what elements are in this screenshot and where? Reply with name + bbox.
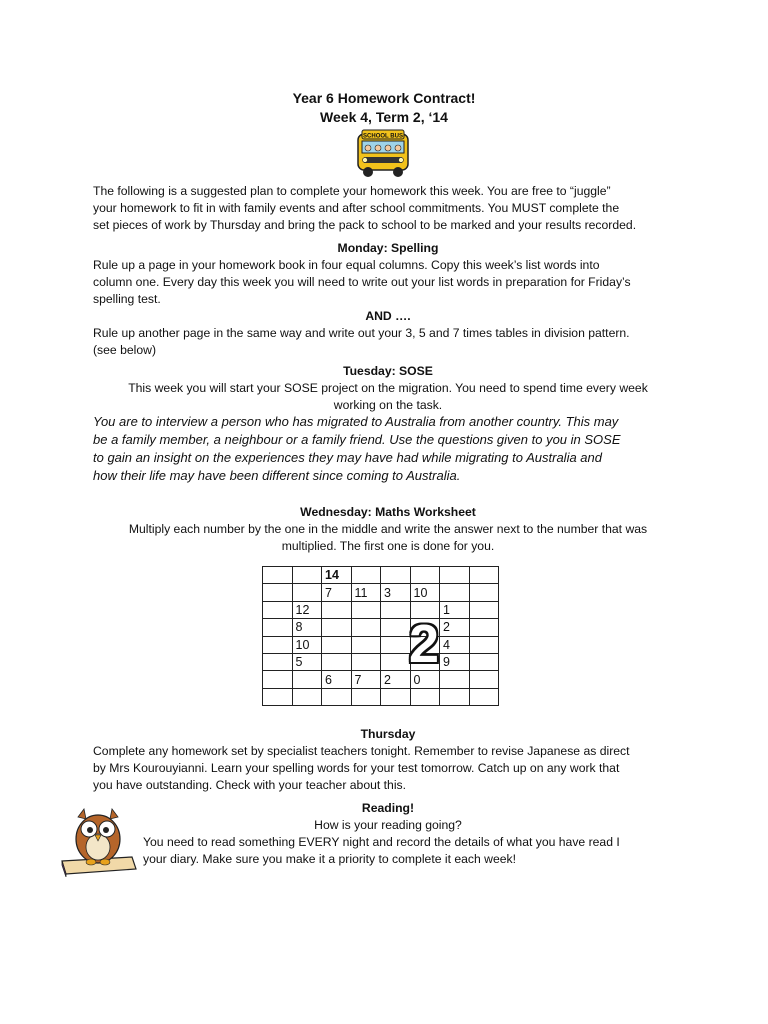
middle-number: 2 (409, 614, 440, 674)
wednesday-heading: Wednesday: Maths Worksheet (300, 505, 476, 519)
grid-row (263, 653, 499, 670)
grid-row (263, 567, 499, 584)
tuesday-heading: Tuesday: SOSE (343, 364, 433, 378)
grid-row (263, 671, 499, 688)
grid-cell: 11 (351, 584, 381, 601)
tuesday-line: working on the task. (333, 398, 443, 412)
monday-line: spelling test. (93, 292, 161, 306)
reading-line: You need to read something EVERY night and record the details of what you have read I (143, 835, 620, 849)
grid-cell: 8 (292, 619, 322, 636)
thursday-line: by Mrs Kourouyianni. Learn your spelling words for your test tomorrow. Catch up on any work that (93, 761, 620, 775)
grid-cell (469, 584, 499, 601)
grid-cell: 1 (440, 601, 470, 618)
grid-cell (381, 619, 411, 636)
grid-cell (322, 653, 352, 670)
grid-cell (469, 671, 499, 688)
grid-cell (292, 584, 322, 601)
grid-cell (410, 688, 440, 705)
wednesday-line: Multiply each number by the one in the middle and write the answer next to the number that was (128, 522, 648, 536)
grid-cell (263, 584, 293, 601)
thursday-line: you have outstanding. Check with your teacher about this. (93, 778, 407, 792)
owl-reading-icon (58, 807, 140, 877)
grid-row (263, 688, 499, 705)
grid-cell (263, 671, 293, 688)
monday-line: (see below) (93, 343, 156, 357)
grid-cell (381, 688, 411, 705)
grid-row (263, 619, 499, 636)
grid-cell: 6 (322, 671, 352, 688)
grid-cell (351, 601, 381, 618)
grid-cell (381, 601, 411, 618)
thursday-paragraph (93, 743, 683, 794)
grid-cell: 14 (322, 567, 352, 584)
grid-cell (322, 636, 352, 653)
grid-cell: 10 (292, 636, 322, 653)
grid-cell: 12 (292, 601, 322, 618)
grid-cell (263, 688, 293, 705)
monday-line: Rule up another page in the same way and write out your 3, 5 and 7 times tables in division pattern. (93, 326, 630, 340)
tuesday-italic-line: You are to interview a person who has migrated to Australia from another country. This may (93, 414, 619, 429)
tuesday-italic-line: to gain an insight on the experiences they may have had while migrating to Australia and (93, 450, 602, 465)
grid-cell (263, 636, 293, 653)
grid-cell: 5 (292, 653, 322, 670)
monday-heading: Monday: Spelling (337, 241, 439, 255)
grid-cell: 3 (381, 584, 411, 601)
reading-paragraph (143, 834, 703, 868)
grid-row (263, 636, 499, 653)
grid-cell (351, 619, 381, 636)
grid-cell (322, 619, 352, 636)
school-bus-icon (354, 128, 412, 180)
grid-cell (292, 671, 322, 688)
grid-cell: 10 (410, 584, 440, 601)
grid-cell: 7 (322, 584, 352, 601)
grid-cell (292, 688, 322, 705)
grid-cell: 0 (410, 671, 440, 688)
grid-cell (292, 567, 322, 584)
intro-line: your homework to fit in with family events and after school commitments. You MUST complete the (93, 201, 620, 215)
grid-cell (381, 567, 411, 584)
grid-cell (351, 688, 381, 705)
tuesday-paragraph (93, 380, 683, 414)
grid-cell (322, 601, 352, 618)
grid-cell (469, 653, 499, 670)
grid-cell (410, 567, 440, 584)
reading-line: your diary. Make sure you make it a priority to complete it each week! (143, 852, 517, 866)
grid-cell (263, 653, 293, 670)
grid-cell: 2 (381, 671, 411, 688)
grid-cell (440, 688, 470, 705)
intro-line: The following is a suggested plan to complete your homework this week. You are free to “juggle” (93, 184, 611, 198)
maths-worksheet-grid (262, 566, 499, 706)
title-line-1: Year 6 Homework Contract! (292, 90, 476, 106)
grid-cell (351, 636, 381, 653)
grid-cell (263, 567, 293, 584)
grid-cell (469, 619, 499, 636)
grid-cell (469, 636, 499, 653)
grid-cell (469, 601, 499, 618)
grid-row (263, 601, 499, 618)
reading-heading: Reading! (361, 801, 415, 815)
grid-row (263, 584, 499, 601)
grid-cell: 9 (440, 653, 470, 670)
grid-cell (351, 653, 381, 670)
title-line-2: Week 4, Term 2, ‘14 (320, 109, 448, 125)
grid-cell (263, 619, 293, 636)
grid-cell (469, 688, 499, 705)
grid-cell: 4 (440, 636, 470, 653)
thursday-heading: Thursday (360, 727, 416, 741)
tuesday-italic-paragraph (93, 413, 683, 485)
bus-sign-text: SCHOOL BUS (363, 133, 403, 140)
grid-cell (381, 636, 411, 653)
grid-cell: 2 (440, 619, 470, 636)
monday-paragraph (93, 257, 683, 359)
grid-cell (381, 653, 411, 670)
intro-paragraph (93, 183, 683, 234)
grid-cell (263, 601, 293, 618)
tuesday-italic-line: how their life may have been different since coming to Australia. (93, 468, 461, 483)
and-separator: AND …. (365, 309, 411, 323)
thursday-line: Complete any homework set by specialist teachers tonight. Remember to revise Japanese as direct (93, 744, 630, 758)
grid-cell (469, 567, 499, 584)
grid-cell (440, 584, 470, 601)
grid-cell (440, 671, 470, 688)
wednesday-line: multiplied. The first one is done for you. (281, 539, 495, 553)
tuesday-line: This week you will start your SOSE project on the migration. You need to spend time every week (128, 381, 648, 395)
monday-line: column one. Every day this week you will need to write out your list words in preparation for Friday’s (93, 275, 631, 289)
grid-cell (440, 567, 470, 584)
tuesday-italic-line: be a family member, a neighbour or a family friend. Use the questions given to you in SOSE (93, 432, 621, 447)
wednesday-paragraph (93, 521, 683, 555)
grid-cell: 7 (351, 671, 381, 688)
monday-line: Rule up a page in your homework book in four equal columns. Copy this week’s list words into (93, 258, 600, 272)
grid-cell (322, 688, 352, 705)
intro-line: set pieces of work by Thursday and bring the pack to school to be marked and your results recorded. (93, 218, 637, 232)
reading-question: How is your reading going? (314, 818, 462, 832)
grid-cell (351, 567, 381, 584)
